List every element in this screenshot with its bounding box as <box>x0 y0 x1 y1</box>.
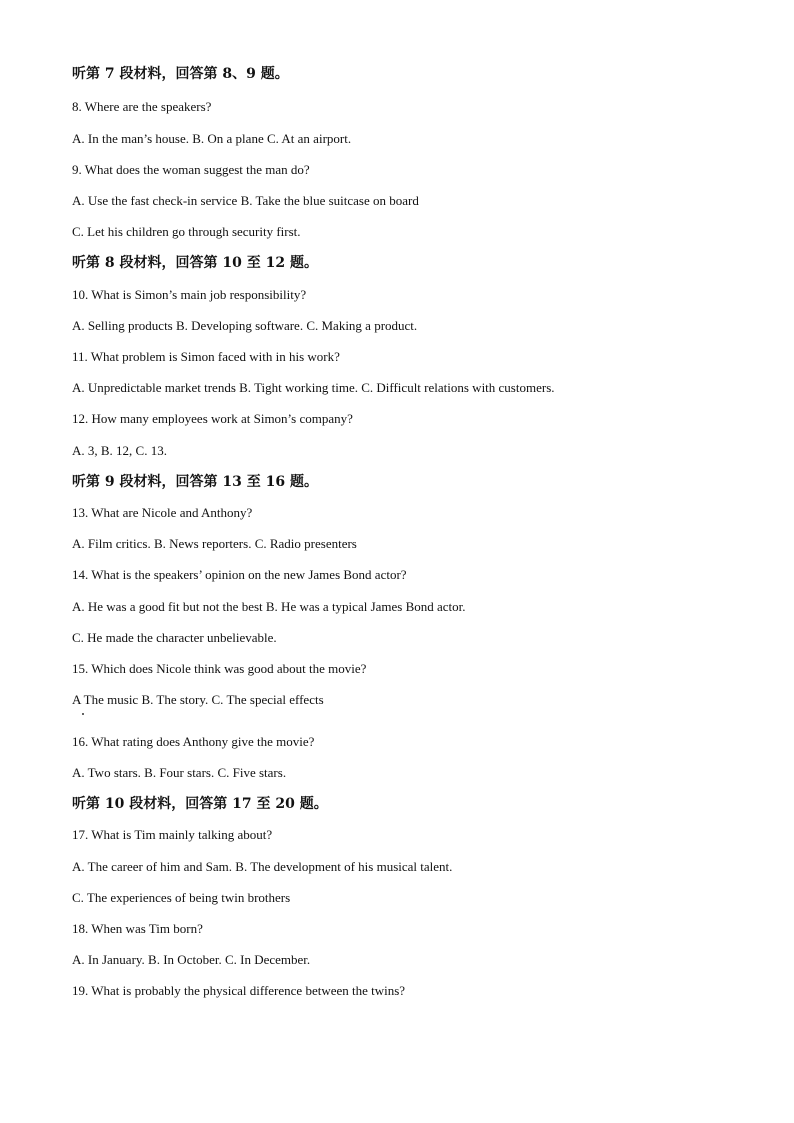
question-14-options-ab: A. He was a good fit but not the best B. He was a typical James Bond actor. <box>72 599 466 614</box>
section-heading-7: 听第 7 段材料，回答第 8、9 题。 <box>72 66 289 82</box>
question-10: 10. What is Simon’s main job responsibility? <box>72 287 307 302</box>
question-15: 15. Which does Nicole think was good about the movie? <box>72 661 367 676</box>
question-17-option-c: C. The experiences of being twin brothers <box>72 890 291 905</box>
question-13: 13. What are Nicole and Anthony? <box>72 505 253 520</box>
question-12: 12. How many employees work at Simon’s company? <box>72 411 353 426</box>
question-9-option-c: C. Let his children go through security first. <box>72 224 301 239</box>
section-heading-8: 听第 8 段材料，回答第 10 至 12 题。 <box>72 255 318 271</box>
section-heading-9: 听第 9 段材料，回答第 13 至 16 题。 <box>72 474 318 490</box>
question-18: 18. When was Tim born? <box>72 921 203 936</box>
question-14: 14. What is the speakers’ opinion on the new James Bond actor? <box>72 567 407 582</box>
question-8: 8. Where are the speakers? <box>72 99 212 114</box>
section-heading-10: 听第 10 段材料，回答第 17 至 20 题。 <box>72 796 328 812</box>
question-15-options: A The music B. The story. C. The special effects <box>72 692 324 707</box>
question-13-options: A. Film critics. B. News reporters. C. Radio presenters <box>72 536 357 551</box>
question-17-options-ab: A. The career of him and Sam. B. The development of his musical talent. <box>72 859 453 874</box>
question-11-options: A. Unpredictable market trends B. Tight working time. C. Difficult relations with customers. <box>72 380 555 395</box>
question-17: 17. What is Tim mainly talking about? <box>72 827 273 842</box>
question-9: 9. What does the woman suggest the man do? <box>72 162 310 177</box>
question-14-option-c: C. He made the character unbelievable. <box>72 630 277 645</box>
question-16-options: A. Two stars. B. Four stars. C. Five stars. <box>72 765 287 780</box>
question-11: 11. What problem is Simon faced with in his work? <box>72 349 340 364</box>
question-19: 19. What is probably the physical difference between the twins? <box>72 983 406 998</box>
question-8-options: A. In the man’s house. B. On a plane C. At an airport. <box>72 131 352 146</box>
question-9-options-ab: A. Use the fast check-in service B. Take the blue suitcase on board <box>72 193 419 208</box>
question-12-options: A. 3, B. 12, C. 13. <box>72 443 167 458</box>
question-16: 16. What rating does Anthony give the movie? <box>72 734 315 749</box>
question-18-options: A. In January. B. In October. C. In December. <box>72 952 311 967</box>
question-10-options: A. Selling products B. Developing software. C. Making a product. <box>72 318 418 333</box>
stray-mark <box>82 713 84 715</box>
